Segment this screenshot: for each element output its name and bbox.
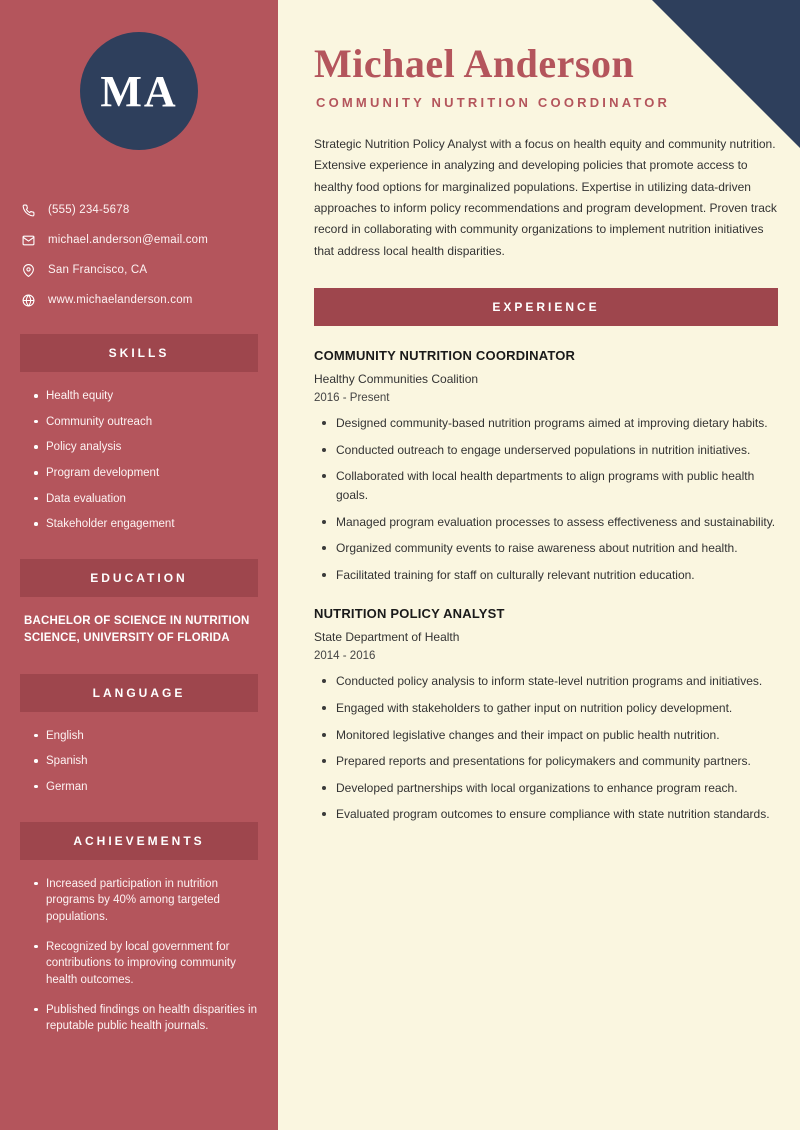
education-section-title: EDUCATION bbox=[20, 559, 258, 597]
experience-dates: 2016 - Present bbox=[314, 392, 390, 405]
experience-dates: 2014 - 2016 bbox=[314, 650, 376, 663]
list-item: Program development bbox=[34, 465, 258, 482]
envelope-icon bbox=[22, 232, 44, 248]
list-item: Policy analysis bbox=[34, 439, 258, 456]
experience-bullets bbox=[314, 672, 778, 824]
experience-entry bbox=[314, 348, 778, 584]
list-item: Engaged with stakeholders to gather input on nutrition policy development. bbox=[318, 699, 778, 718]
list-item: Health equity bbox=[34, 388, 258, 405]
contact-email-text: michael.anderson@email.com bbox=[48, 234, 209, 246]
experience-entry bbox=[314, 606, 778, 824]
contact-list bbox=[20, 202, 258, 308]
list-item: Published findings on health disparities in reputable public health journals. bbox=[34, 1002, 258, 1035]
map-pin-icon bbox=[22, 262, 44, 278]
list-item: Conducted policy analysis to inform state-level nutrition programs and initiatives. bbox=[318, 672, 778, 691]
achievements-list bbox=[20, 876, 258, 1035]
language-list bbox=[20, 728, 258, 796]
experience-role: COMMUNITY NUTRITION COORDINATOR bbox=[314, 348, 576, 364]
profile-summary: Strategic Nutrition Policy Analyst with a focus on health equity and community nutrition. Extensive experience in analyzing and developing policies that promote access to healthy food options for marginalized populations. Expertise in utilizing data-driven approaches to inform policy recommendations and program development. Proven track record in collaborating with community organizations to implement nutrition initiatives that address local health disparities. bbox=[314, 137, 777, 258]
list-item: Evaluated program outcomes to ensure compliance with state nutrition standards. bbox=[318, 805, 778, 824]
list-item: Recognized by local government for contributions to improving community health outcomes. bbox=[34, 939, 258, 989]
contact-location bbox=[22, 262, 258, 278]
list-item: Designed community-based nutrition programs aimed at improving dietary habits. bbox=[318, 414, 778, 433]
contact-phone bbox=[22, 202, 258, 218]
skills-section-title: SKILLS bbox=[20, 334, 258, 372]
list-item: Prepared reports and presentations for policymakers and community partners. bbox=[318, 752, 778, 771]
contact-phone-text: (555) 234-5678 bbox=[48, 204, 130, 216]
page-title: Michael Anderson bbox=[314, 41, 635, 86]
list-item: Community outreach bbox=[34, 414, 258, 431]
sidebar bbox=[0, 0, 278, 1130]
language-section-title: LANGUAGE bbox=[20, 674, 258, 712]
education-item: BACHELOR OF SCIENCE IN NUTRITION SCIENCE, UNIVERSITY OF FLORIDA bbox=[24, 615, 250, 645]
skills-list bbox=[20, 388, 258, 533]
list-item: Data evaluation bbox=[34, 491, 258, 508]
experience-role: NUTRITION POLICY ANALYST bbox=[314, 606, 505, 622]
list-item: Monitored legislative changes and their impact on public health nutrition. bbox=[318, 726, 778, 745]
experience-section-title: EXPERIENCE bbox=[314, 288, 778, 326]
list-item: Spanish bbox=[34, 753, 258, 770]
main-content bbox=[292, 0, 800, 1130]
experience-bullets bbox=[314, 414, 778, 584]
avatar-container bbox=[20, 32, 258, 150]
phone-icon bbox=[22, 202, 44, 218]
contact-email bbox=[22, 232, 258, 248]
list-item: Developed partnerships with local organizations to enhance program reach. bbox=[318, 779, 778, 798]
list-item: English bbox=[34, 728, 258, 745]
list-item: Conducted outreach to engage underserved populations in nutrition initiatives. bbox=[318, 441, 778, 460]
list-item: Collaborated with local health departments to align programs with public health goals. bbox=[318, 467, 778, 504]
list-item: Facilitated training for staff on culturally relevant nutrition education. bbox=[318, 566, 778, 585]
globe-icon bbox=[22, 292, 44, 308]
education-list bbox=[20, 613, 258, 648]
achievements-section-title: ACHIEVEMENTS bbox=[20, 822, 258, 860]
contact-website bbox=[22, 292, 258, 308]
list-item: Stakeholder engagement bbox=[34, 516, 258, 533]
list-item: Managed program evaluation processes to assess effectiveness and sustainability. bbox=[318, 513, 778, 532]
profile-job-title: COMMUNITY NUTRITION COORDINATOR bbox=[316, 95, 671, 110]
list-item: German bbox=[34, 779, 258, 796]
experience-org: Healthy Communities Coalition bbox=[314, 372, 479, 387]
list-item: Increased participation in nutrition programs by 40% among targeted populations. bbox=[34, 876, 258, 926]
contact-website-text: www.michaelanderson.com bbox=[48, 294, 193, 306]
avatar: MA bbox=[80, 32, 198, 150]
list-item: Organized community events to raise awareness about nutrition and health. bbox=[318, 539, 778, 558]
contact-location-text: San Francisco, CA bbox=[48, 264, 148, 276]
experience-org: State Department of Health bbox=[314, 630, 460, 645]
